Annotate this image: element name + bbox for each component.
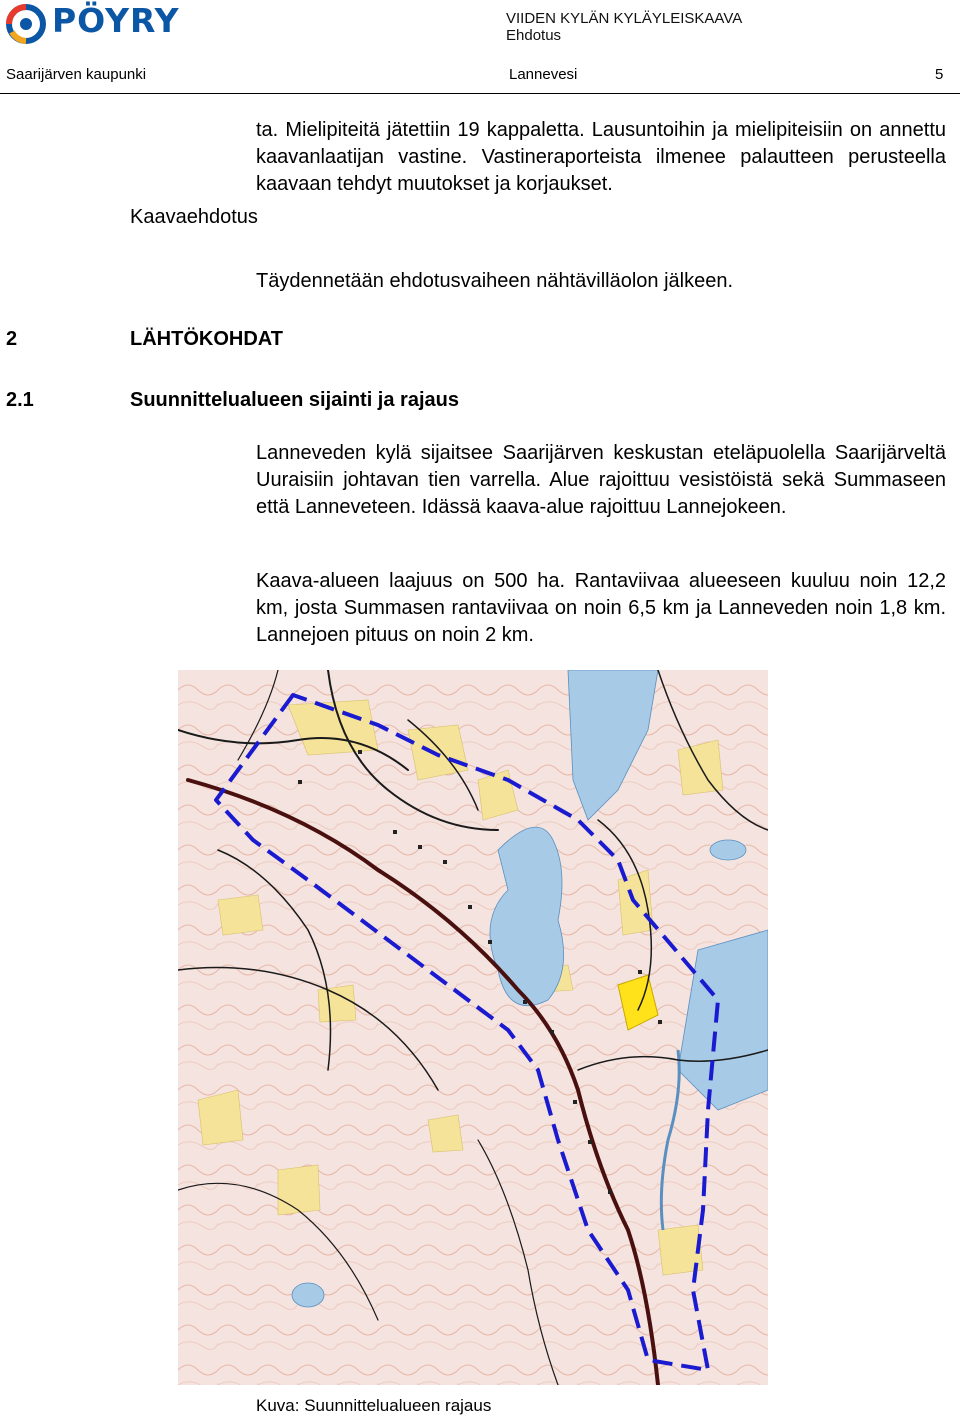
subsection-title: Suunnittelualueen sijainti ja rajaus [130, 389, 459, 411]
map-caption: Kuva: Suunnittelualueen rajaus [256, 1396, 492, 1415]
logo-wordmark: PÖYRY [52, 1, 180, 40]
header-client: Saarijärven kaupunki [6, 66, 147, 83]
section-title: LÄHTÖKOHDAT [130, 328, 283, 350]
header-area: Lannevesi [509, 66, 578, 83]
paragraph-proposal: Täydennetään ehdotusvaiheen nähtävilläolon jälkeen. [256, 270, 734, 292]
header-divider [0, 93, 960, 94]
subsection-number: 2.1 [6, 389, 34, 411]
section-number: 2 [6, 328, 18, 350]
planning-area-map [178, 670, 768, 1385]
paragraph-feedback: ta. Mielipiteitä jätettiin 19 kappaletta. Lausuntoihin ja mielipiteisiin on annettu kaavanlaatijan vastine. Vastineraporteista ilmenee palautteen perusteella kaavaan tehdyt muutokset ja korjaukset. [256, 119, 946, 195]
side-heading-kaavaehdotus: Kaavaehdotus [130, 206, 258, 228]
document-subtitle: Ehdotus [506, 27, 562, 44]
pond [292, 1283, 324, 1307]
map-graphic [178, 670, 768, 1385]
poyry-logo-icon [6, 4, 46, 44]
paragraph-location: Lanneveden kylä sijaitsee Saarijärven keskustan eteläpuolella Saarijärveltä Uuraisiin johtavan tien varrella. Alue rajoittuu vesistöistä sekä Summaseen että Lanneveteen. Idässä kaava-alue rajoittuu Lannejokeen. [256, 442, 946, 518]
poyry-logo [6, 1, 206, 44]
subsection-heading [6, 389, 459, 412]
page-number: 5 [935, 66, 944, 83]
contour-lines [178, 670, 768, 1385]
paragraph-area-size: Kaava-alueen laajuus on 500 ha. Rantaviivaa alueeseen kuuluu noin 12,2 km, josta Summasen rantaviivaa on noin 6,5 km ja Lanneveden noin 1,8 km. Lannejoen pituus on noin 2 km. [256, 570, 946, 646]
lake-summanen [490, 827, 564, 1006]
pond-east [710, 840, 746, 860]
section-heading [6, 328, 283, 351]
document-title: VIIDEN KYLÄN KYLÄYLEISKAAVA [506, 10, 743, 27]
